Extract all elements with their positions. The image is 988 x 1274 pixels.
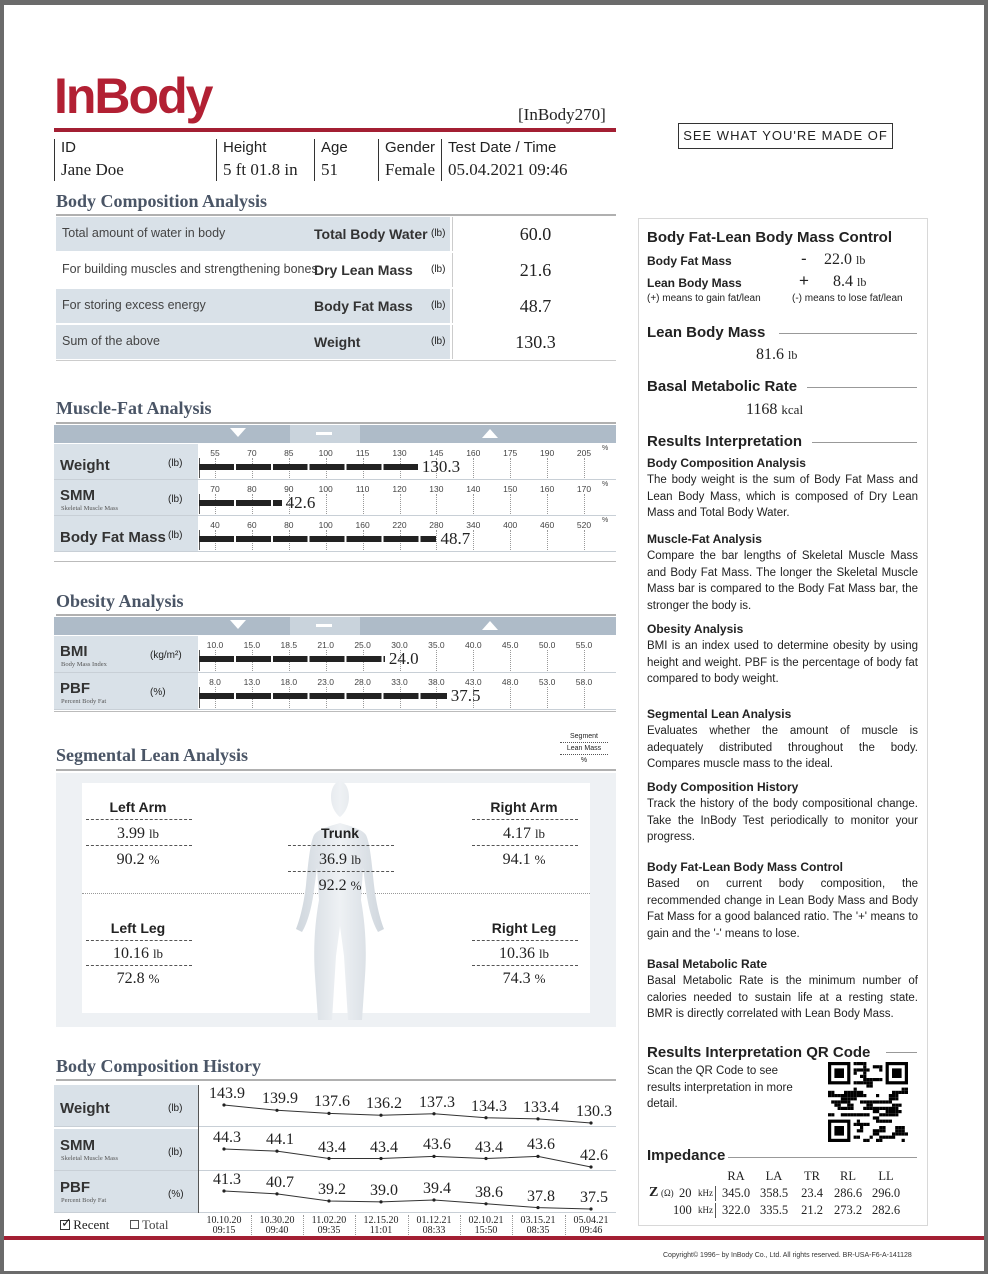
impedance-freq: 20 [679, 1186, 692, 1200]
history-row-label: SMM [60, 1137, 95, 1154]
gender-label: Gender [385, 139, 436, 156]
interp-heading: Segmental Lean Analysis [647, 707, 792, 721]
history-value: 44.3 [213, 1129, 241, 1146]
recent-option[interactable] [60, 1217, 109, 1233]
history-value: 40.7 [266, 1173, 294, 1191]
model-label: [InBody270] [518, 105, 606, 124]
history-row-unit: (lb) [168, 1147, 183, 1158]
recent-label: Recent [73, 1217, 110, 1232]
date-divider [460, 1215, 461, 1237]
bca-unit: (lb) [431, 300, 446, 311]
impedance-z-unit: (Ω) [661, 1188, 674, 1198]
history-date-time: 09:46 [579, 1225, 603, 1236]
test-date-value: 05.04.2021 09:46 [448, 160, 568, 179]
gender-value: Female [385, 160, 436, 179]
bca-unit: (lb) [431, 336, 446, 347]
bmr-rule [807, 387, 917, 388]
right-leg-mass: 10.36 lb [498, 945, 550, 962]
tick-label: 100 [318, 520, 333, 530]
age-value: 51 [321, 160, 338, 179]
control-lean-value: 8.4 lb [833, 273, 867, 290]
history-date-day: 10.10.20 [206, 1215, 242, 1226]
interp-heading: Body Composition Analysis [647, 456, 806, 470]
tick-label: 130 [429, 484, 444, 494]
history-value: 133.4 [523, 1098, 559, 1116]
history-point [589, 1207, 592, 1210]
tick-label: 35.0 [428, 640, 445, 650]
qr-code-icon[interactable] [828, 1062, 908, 1142]
trunk-label: Trunk [320, 825, 360, 841]
history-date [461, 1216, 511, 1236]
history-row-unit: (%) [168, 1189, 184, 1200]
history-date-day: 02.10.21 [468, 1215, 504, 1226]
qr-rule [886, 1052, 917, 1053]
tick-label: 220 [392, 520, 407, 530]
interp-heading: Muscle-Fat Analysis [647, 532, 762, 546]
tick-label: 140 [466, 484, 481, 494]
oa-row-unit: (kg/m²) [150, 650, 182, 661]
history-value: 43.4 [475, 1138, 503, 1156]
history-date-time: 08:35 [526, 1225, 550, 1236]
history-date-time: 11:01 [369, 1225, 393, 1236]
impedance-value: 335.5 [759, 1203, 789, 1217]
interp-text: Basal Metabolic Rate is the minimum number of calories needed to sustain life at a resting state. BMR is directly correlated with Lean Body Mass. [647, 975, 918, 1020]
tick-label: 60 [247, 520, 257, 530]
bca-desc: Total amount of water in body [62, 226, 226, 240]
bca-desc: Sum of the above [62, 334, 160, 348]
history-value: 143.9 [209, 1085, 245, 1102]
history-point [327, 1199, 330, 1202]
tick-label: 150 [503, 484, 518, 494]
history-date-day: 11.02.20 [311, 1215, 347, 1226]
tick-label: 15.0 [243, 640, 261, 650]
tick-label: 33.0 [391, 677, 408, 687]
history-point [222, 1189, 225, 1192]
history-value: 43.4 [370, 1138, 398, 1156]
impedance-value: 296.0 [871, 1186, 901, 1200]
left-arm-pct: 90.2 % [116, 851, 160, 868]
impedance-z-symbol: Z [649, 1185, 659, 1200]
impedance-col-header: LA [765, 1169, 783, 1183]
date-divider [355, 1215, 356, 1237]
id-value: Jane Doe [61, 160, 124, 179]
tick-label: 8.0 [209, 677, 221, 687]
impedance-value: 23.4 [801, 1186, 823, 1200]
test-date-label: Test Date / Time [448, 139, 557, 156]
bca-unit: (lb) [431, 264, 446, 275]
percent-label: % [602, 481, 609, 488]
date-divider [512, 1215, 513, 1237]
tick-label: 80 [247, 484, 257, 494]
history-value: 38.6 [475, 1183, 503, 1201]
age-label: Age [321, 139, 348, 156]
control-lean-sign: + [799, 271, 809, 290]
impedance-value: 21.2 [801, 1203, 823, 1217]
interp-text: Evaluates whether the amount of muscle is adequately distributed throughout the body. Compares muscle mass to the ideal. [647, 725, 918, 770]
history-value: 39.2 [318, 1180, 346, 1198]
bmr-title: Basal Metabolic Rate [647, 378, 798, 395]
tick-label: 30.0 [391, 640, 408, 650]
tick-label: 43.0 [465, 677, 482, 687]
interp-text: Based on current body composition, the recommended change in Lean Body Mass and Body Fat Mass for a good balanced ratio. The '+' means to gain and the '-' means to lose. [647, 878, 918, 940]
impedance-title: Impedance [647, 1147, 726, 1164]
history-value: 39.0 [370, 1181, 398, 1199]
tick-label: 45.0 [501, 640, 519, 650]
mfa-row-label: Weight [60, 457, 110, 474]
bca-value: 48.7 [452, 289, 618, 323]
right-leg-label: Right Leg [491, 920, 557, 936]
history-date-time: 09:40 [265, 1225, 289, 1236]
right-leg-pct: 74.3 % [502, 970, 546, 987]
impedance-value: 322.0 [721, 1203, 751, 1217]
total-checkbox[interactable] [130, 1220, 139, 1229]
impedance-col-header: LL [878, 1169, 894, 1183]
mfa-row-label: SMM [60, 487, 95, 504]
impedance-value: 345.0 [721, 1186, 751, 1200]
height-value: 5 ft 01.8 in [223, 160, 298, 179]
tick-label: 58.0 [575, 677, 593, 687]
bca-desc: For building muscles and strengthening bones [62, 262, 318, 276]
history-value: 137.6 [314, 1093, 350, 1111]
interp-text: Compare the bar lengths of Skeletal Muscle Mass and Body Fat Mass. The longer the Skeletal Muscle Mass bar is compared to the Body Fat Mass bar, the stronger the body is. [647, 550, 918, 612]
history-date-time: 08:33 [422, 1225, 446, 1236]
lbm-value: 81.6 lb [756, 346, 798, 363]
tick-label: 48.0 [501, 677, 519, 687]
bca-name: Body Fat Mass [314, 298, 413, 314]
date-divider [251, 1215, 252, 1237]
tick-label: 160 [466, 448, 481, 458]
oa-row-sublabel: Percent Body Fat [61, 698, 107, 705]
sla-legend-lean: Lean Mass [566, 745, 602, 752]
interp-heading: Body Composition History [647, 780, 799, 794]
sla-legend-segment: Segment [569, 733, 599, 740]
tick-label: 110 [355, 484, 370, 494]
lbm-rule [779, 333, 917, 334]
bar-value: 42.6 [285, 493, 316, 512]
impedance-value: 273.2 [833, 1203, 863, 1217]
history-date [409, 1216, 459, 1236]
oa-row-sublabel: Body Mass Index [61, 661, 107, 668]
tick-label: 38.0 [428, 677, 445, 687]
bca-desc: For storing excess energy [62, 298, 206, 312]
tick-label: 120 [392, 484, 407, 494]
mfa-row-label: Body Fat Mass [60, 529, 166, 546]
tick-label: 145 [429, 448, 444, 458]
history-value: 44.1 [266, 1131, 294, 1149]
bca-name: Weight [314, 334, 361, 350]
history-value: 41.3 [213, 1171, 241, 1188]
control-title: Body Fat-Lean Body Mass Control [647, 229, 893, 246]
tick-label: 115 [355, 448, 370, 458]
tick-label: 160 [355, 520, 370, 530]
oa-row-label: BMI [60, 643, 88, 660]
control-fat-sign: - [801, 249, 807, 268]
impedance-col-header: RA [727, 1169, 745, 1183]
recent-checkbox[interactable]: ✓ [61, 1215, 72, 1230]
interp-rule [812, 442, 917, 443]
history-point [379, 1200, 382, 1203]
trunk-pct: 92.2 % [318, 877, 362, 894]
tick-label: 40.0 [465, 640, 482, 650]
tick-label: 50.0 [538, 640, 556, 650]
control-note-minus: (-) means to lose fat/lean [792, 293, 903, 304]
tick-label: 170 [576, 484, 592, 494]
impedance-freq-unit: kHz [698, 1205, 713, 1215]
tick-label: 28.0 [354, 677, 371, 687]
tick-label: 130 [392, 448, 407, 458]
tick-label: 85 [284, 448, 294, 458]
history-value: 130.3 [576, 1103, 612, 1120]
tick-label: 205 [576, 448, 592, 458]
date-divider [408, 1215, 409, 1237]
bca-value: 130.3 [452, 325, 618, 359]
tick-label: 90 [284, 484, 294, 494]
tick-label: 80 [284, 520, 294, 530]
sla-legend-pct: % [580, 757, 588, 764]
history-date [304, 1216, 354, 1236]
oa-row-label: PBF [60, 680, 90, 697]
history-title: Body Composition History [56, 1056, 262, 1076]
tick-label: 70 [247, 448, 257, 458]
history-value: 37.5 [580, 1189, 608, 1206]
history-value: 43.6 [423, 1136, 451, 1154]
history-row-unit: (lb) [168, 1103, 183, 1114]
control-fat-label: Body Fat Mass [647, 254, 732, 268]
history-date [252, 1216, 302, 1236]
tick-label: 400 [503, 520, 518, 530]
impedance-value: 358.5 [759, 1186, 789, 1200]
bca-unit: (lb) [431, 228, 446, 239]
history-date-time: 09:35 [317, 1225, 341, 1236]
bca-title: Body Composition Analysis [56, 191, 268, 211]
bar-value: 24.0 [388, 649, 419, 668]
left-leg-label: Left Leg [110, 920, 166, 936]
mfa-row-sublabel: Skeletal Muscle Mass [61, 505, 119, 512]
history-value: 43.6 [527, 1136, 555, 1154]
history-point [275, 1192, 278, 1195]
tick-label: 190 [540, 448, 555, 458]
mfa-row-unit: (lb) [168, 494, 183, 505]
history-axis [198, 1085, 199, 1213]
impedance-rule [728, 1157, 917, 1158]
tick-label: 340 [466, 520, 481, 530]
history-value: 139.9 [262, 1090, 298, 1108]
tick-label: 160 [540, 484, 555, 494]
bar-value: 48.7 [440, 529, 471, 548]
lbm-title: Lean Body Mass [647, 324, 766, 341]
history-date-day: 05.04.21 [573, 1215, 609, 1226]
height-label: Height [223, 139, 267, 156]
interp-title: Results Interpretation [647, 433, 803, 450]
bmr-value: 1168 kcal [746, 401, 804, 418]
history-date [513, 1216, 563, 1236]
trunk-mass: 36.9 lb [318, 851, 362, 868]
oa-row-unit: (%) [150, 687, 166, 698]
tick-label: 13.0 [243, 677, 261, 687]
tick-label: 70 [210, 484, 220, 494]
percent-label: % [602, 445, 609, 452]
history-value: 43.4 [318, 1138, 346, 1156]
bca-value: 21.6 [452, 253, 618, 287]
qr-text: Scan the QR Code to see results interpretation in more detail. [647, 1065, 793, 1110]
impedance-col-header: RL [840, 1169, 856, 1183]
history-date-day: 10.30.20 [259, 1215, 295, 1226]
history-row-sublabel: Percent Body Fat [61, 1197, 107, 1204]
history-date-day: 01.12.21 [416, 1215, 452, 1226]
id-label: ID [61, 139, 76, 156]
interp-text: BMI is an index used to determine obesity by using height and weight. PBF is the percentage of body fat compared to body weight. [647, 640, 918, 685]
footer-rule [4, 1236, 984, 1240]
tick-label: 280 [429, 520, 444, 530]
right-arm-mass: 4.17 lb [502, 825, 546, 842]
inbody-result-sheet [4, 5, 984, 1271]
interp-text: The body weight is the sum of Body Fat Mass and Lean Body Mass, which is composed of Dry Lean Mass and Total Body Water. [647, 474, 918, 519]
interp-heading: Body Fat-Lean Body Mass Control [647, 860, 844, 874]
bca-value: 60.0 [452, 217, 618, 251]
qr-title: Results Interpretation QR Code [647, 1044, 871, 1061]
tick-label: 18.0 [280, 677, 298, 687]
history-value: 136.2 [366, 1095, 402, 1113]
total-label: Total [142, 1217, 169, 1232]
history-value: 134.3 [471, 1097, 507, 1115]
mfa-row-unit: (lb) [168, 530, 183, 541]
left-arm-label: Left Arm [109, 799, 167, 815]
interp-text: Track the history of the body compositional change. Take the InBody Test periodically to monitor your progress. [647, 798, 918, 843]
history-row-sublabel: Skeletal Muscle Mass [61, 1155, 119, 1162]
history-point [432, 1198, 435, 1201]
interp-heading: Obesity Analysis [647, 622, 744, 636]
tick-label: 175 [503, 448, 518, 458]
history-point [484, 1202, 487, 1205]
bca-name: Dry Lean Mass [314, 262, 413, 278]
tick-label: 10.0 [206, 640, 224, 650]
tick-label: 520 [576, 520, 592, 530]
tick-label: 21.0 [317, 640, 334, 650]
bca-name: Total Body Water [314, 226, 428, 242]
history-date-day: 03.15.21 [520, 1215, 556, 1226]
history-row-label: PBF [60, 1179, 90, 1196]
oa-title: Obesity Analysis [56, 591, 184, 611]
date-divider [565, 1215, 566, 1237]
history-row-label: Weight [60, 1100, 110, 1117]
left-leg-mass: 10.16 lb [112, 945, 164, 962]
tick-label: 40 [210, 520, 220, 530]
tick-label: 18.5 [280, 640, 298, 650]
history-point [536, 1206, 539, 1209]
history-trend-line [4, 5, 616, 1235]
sla-title: Segmental Lean Analysis [56, 745, 249, 765]
tick-label: 100 [318, 448, 333, 458]
tick-label: 25.0 [354, 640, 371, 650]
tick-label: 100 [318, 484, 333, 494]
history-value: 137.3 [419, 1093, 455, 1111]
impedance-value: 286.6 [833, 1186, 863, 1200]
percent-label: % [602, 517, 609, 524]
impedance-col-header: TR [804, 1169, 820, 1183]
control-fat-value: 22.0 lb [824, 251, 866, 268]
date-divider [303, 1215, 304, 1237]
mfa-row-unit: (lb) [168, 458, 183, 469]
history-value: 42.6 [580, 1147, 608, 1164]
bar-value: 37.5 [450, 686, 481, 705]
inbody-logo: InBody [54, 68, 212, 124]
tick-label: 55.0 [575, 640, 593, 650]
right-arm-label: Right Arm [490, 799, 558, 815]
tagline-box: SEE WHAT YOU'RE MADE OF [678, 123, 893, 149]
right-arm-pct: 94.1 % [502, 851, 546, 868]
history-date [199, 1216, 249, 1236]
mfa-title: Muscle-Fat Analysis [56, 398, 212, 418]
copyright: Copyright© 1996~ by InBody Co., Ltd. All rights reserved. BR-USA-F6-A-141128 [663, 1252, 912, 1259]
left-arm-mass: 3.99 lb [116, 825, 160, 842]
control-note-plus: (+) means to gain fat/lean [647, 293, 761, 304]
history-value: 37.8 [527, 1187, 555, 1205]
interp-heading: Basal Metabolic Rate [647, 957, 768, 971]
tick-label: 55 [210, 448, 220, 458]
impedance-freq: 100 [673, 1203, 692, 1217]
left-leg-pct: 72.8 % [116, 970, 160, 987]
tick-label: 460 [540, 520, 555, 530]
impedance-freq-unit: kHz [698, 1188, 713, 1198]
history-date-time: 09:15 [212, 1225, 236, 1236]
bar-value: 130.3 [421, 457, 461, 476]
history-value: 39.4 [423, 1180, 451, 1197]
history-date [356, 1216, 406, 1236]
history-date [566, 1216, 616, 1236]
control-lean-label: Lean Body Mass [647, 276, 742, 290]
tick-label: 23.0 [317, 677, 334, 687]
tick-label: 53.0 [538, 677, 556, 687]
total-option[interactable] [130, 1217, 169, 1233]
impedance-value: 282.6 [871, 1203, 901, 1217]
history-date-time: 15:50 [474, 1225, 498, 1236]
history-date-day: 12.15.20 [363, 1215, 399, 1226]
